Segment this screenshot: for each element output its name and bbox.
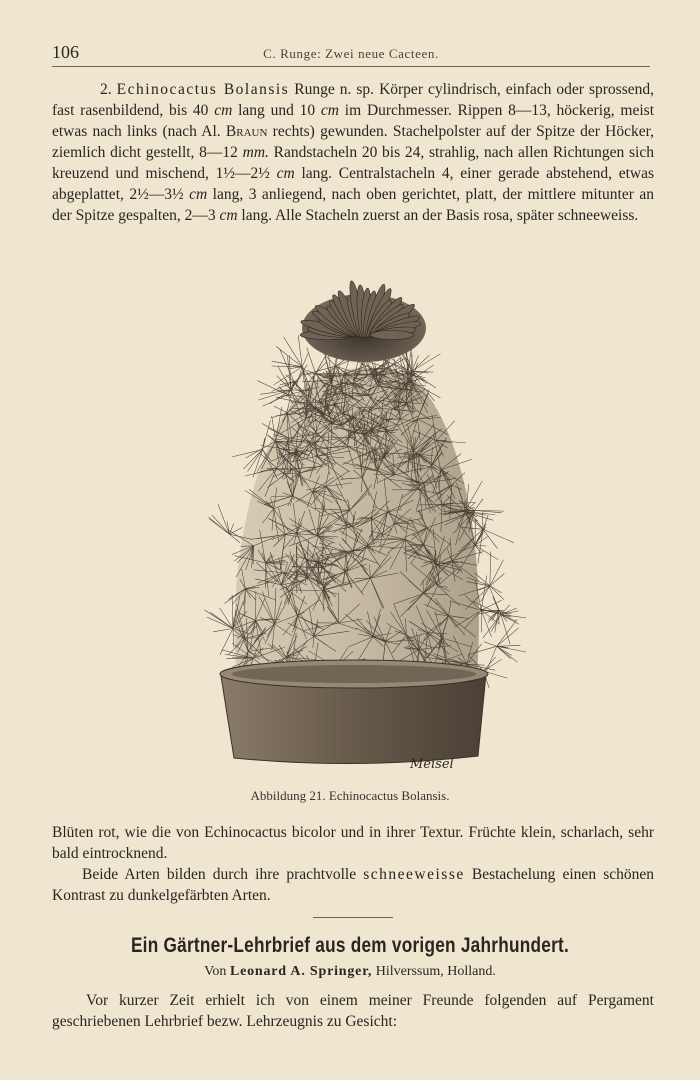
artist-signature: Meisel (410, 757, 454, 772)
cactus-spine (258, 390, 291, 400)
cactus-spine (229, 524, 233, 535)
cactus-spine (302, 353, 308, 367)
cactus-illustration (186, 256, 526, 780)
cactus-spine (483, 659, 501, 671)
article-title: Ein Gärtner-Lehrbrief aus dem vorigen Jahrhundert. (130, 934, 570, 957)
cactus-spine (289, 356, 291, 390)
cactus-spine (284, 337, 303, 367)
page-header (52, 40, 650, 67)
flower-pot (220, 660, 488, 764)
author-name: Leonard A. Springer, (229, 964, 373, 979)
cactus-spine (497, 619, 518, 646)
cactus-spine (229, 527, 242, 534)
cactus-spine (475, 527, 486, 546)
entry-number: 2. (100, 81, 112, 98)
cactus-spine (475, 545, 482, 553)
cactus-spine (475, 499, 483, 511)
cactus-spine (213, 629, 233, 632)
species-description: 2. Echinocactus Bolansis Runge n. sp. Körper cylindrisch, einfach oder sprossend, fast rasenbildend, bis 40 cm lang und 10 cm im Durchmesser. Rippen 8—13, höckerig, meist etwas nach links (nach Al. Braun rechts) gewunden. Stachelpolster auf der Spitze der Höcker, ziemlich dicht gestellt, 8—12 mm. Randstacheln 20 bis 24, strahlig, nach allen Richtungen sich kreuzend und mischend, 1½—2½ cm lang. Centralstacheln 4, einer gerade abstehend, etwas abgeplattet, 2½—3½ cm lang, 3 anliegend, nach oben gerichtet, platt, der mittlere mitunter an der Spitze gespalten, 2—3 cm lang. Alle Stacheln zuerst an der Basis rosa, später schneeweiss. (52, 81, 655, 224)
cactus-spine (486, 646, 496, 671)
cactus-spine (479, 586, 490, 590)
cactus-spine (412, 354, 441, 371)
species-name: Echinocactus Bolansis (116, 81, 290, 98)
article-byline: Von Leonard A. Springer, Hilverssum, Holland. (204, 964, 496, 979)
figure-caption: Abbildung 21. Echinocactus Bolansis. (250, 788, 450, 803)
cactus-spine (476, 521, 483, 530)
section-divider (313, 917, 393, 918)
cactus-spine (210, 612, 233, 628)
running-head: C. Runge: Zwei neue Cacteen. (263, 46, 439, 61)
cactus-spine (212, 515, 230, 534)
cactus-spine (490, 560, 504, 586)
comparison-paragraph: Beide Arten bilden durch ihre prachtvolle schneeweisse Bestachelung einen schönen Kontrast zu dunkelgefärbten Arten. (52, 866, 654, 904)
cactus-spine (274, 367, 302, 385)
page-number: 106 (52, 42, 79, 62)
author-braun: Braun (225, 123, 268, 140)
cactus-spine (497, 628, 519, 647)
cactus-spine (484, 642, 497, 647)
cactus-spine (244, 450, 263, 469)
cactus-spine (270, 390, 291, 404)
cactus-spine (233, 629, 234, 648)
cactus-spine (490, 574, 505, 586)
cactus-spine (490, 552, 491, 586)
cactus-spine (497, 645, 521, 646)
cactus-spine (483, 529, 514, 543)
flower (300, 280, 426, 362)
cactus-spine (294, 382, 305, 394)
article-intro: Vor kurzer Zeit erhielt ich von einem meiner Freunde folgenden auf Pergament geschriebenen Lehrbrief bezw. Lehrzeugnis zu Gesicht: (52, 992, 654, 1030)
flower-petal (371, 331, 414, 340)
cactus-spine (497, 646, 518, 662)
cactus-spine (298, 335, 302, 367)
flower-description: Blüten rot, wie die von Echinocactus bicolor und in ihrer Textur. Früchte klein, scharlach, sehr bald eintrocknend. (52, 824, 654, 862)
cactus-spine (307, 348, 316, 374)
cactus-spine (475, 545, 486, 546)
cactus-spine (501, 608, 517, 614)
